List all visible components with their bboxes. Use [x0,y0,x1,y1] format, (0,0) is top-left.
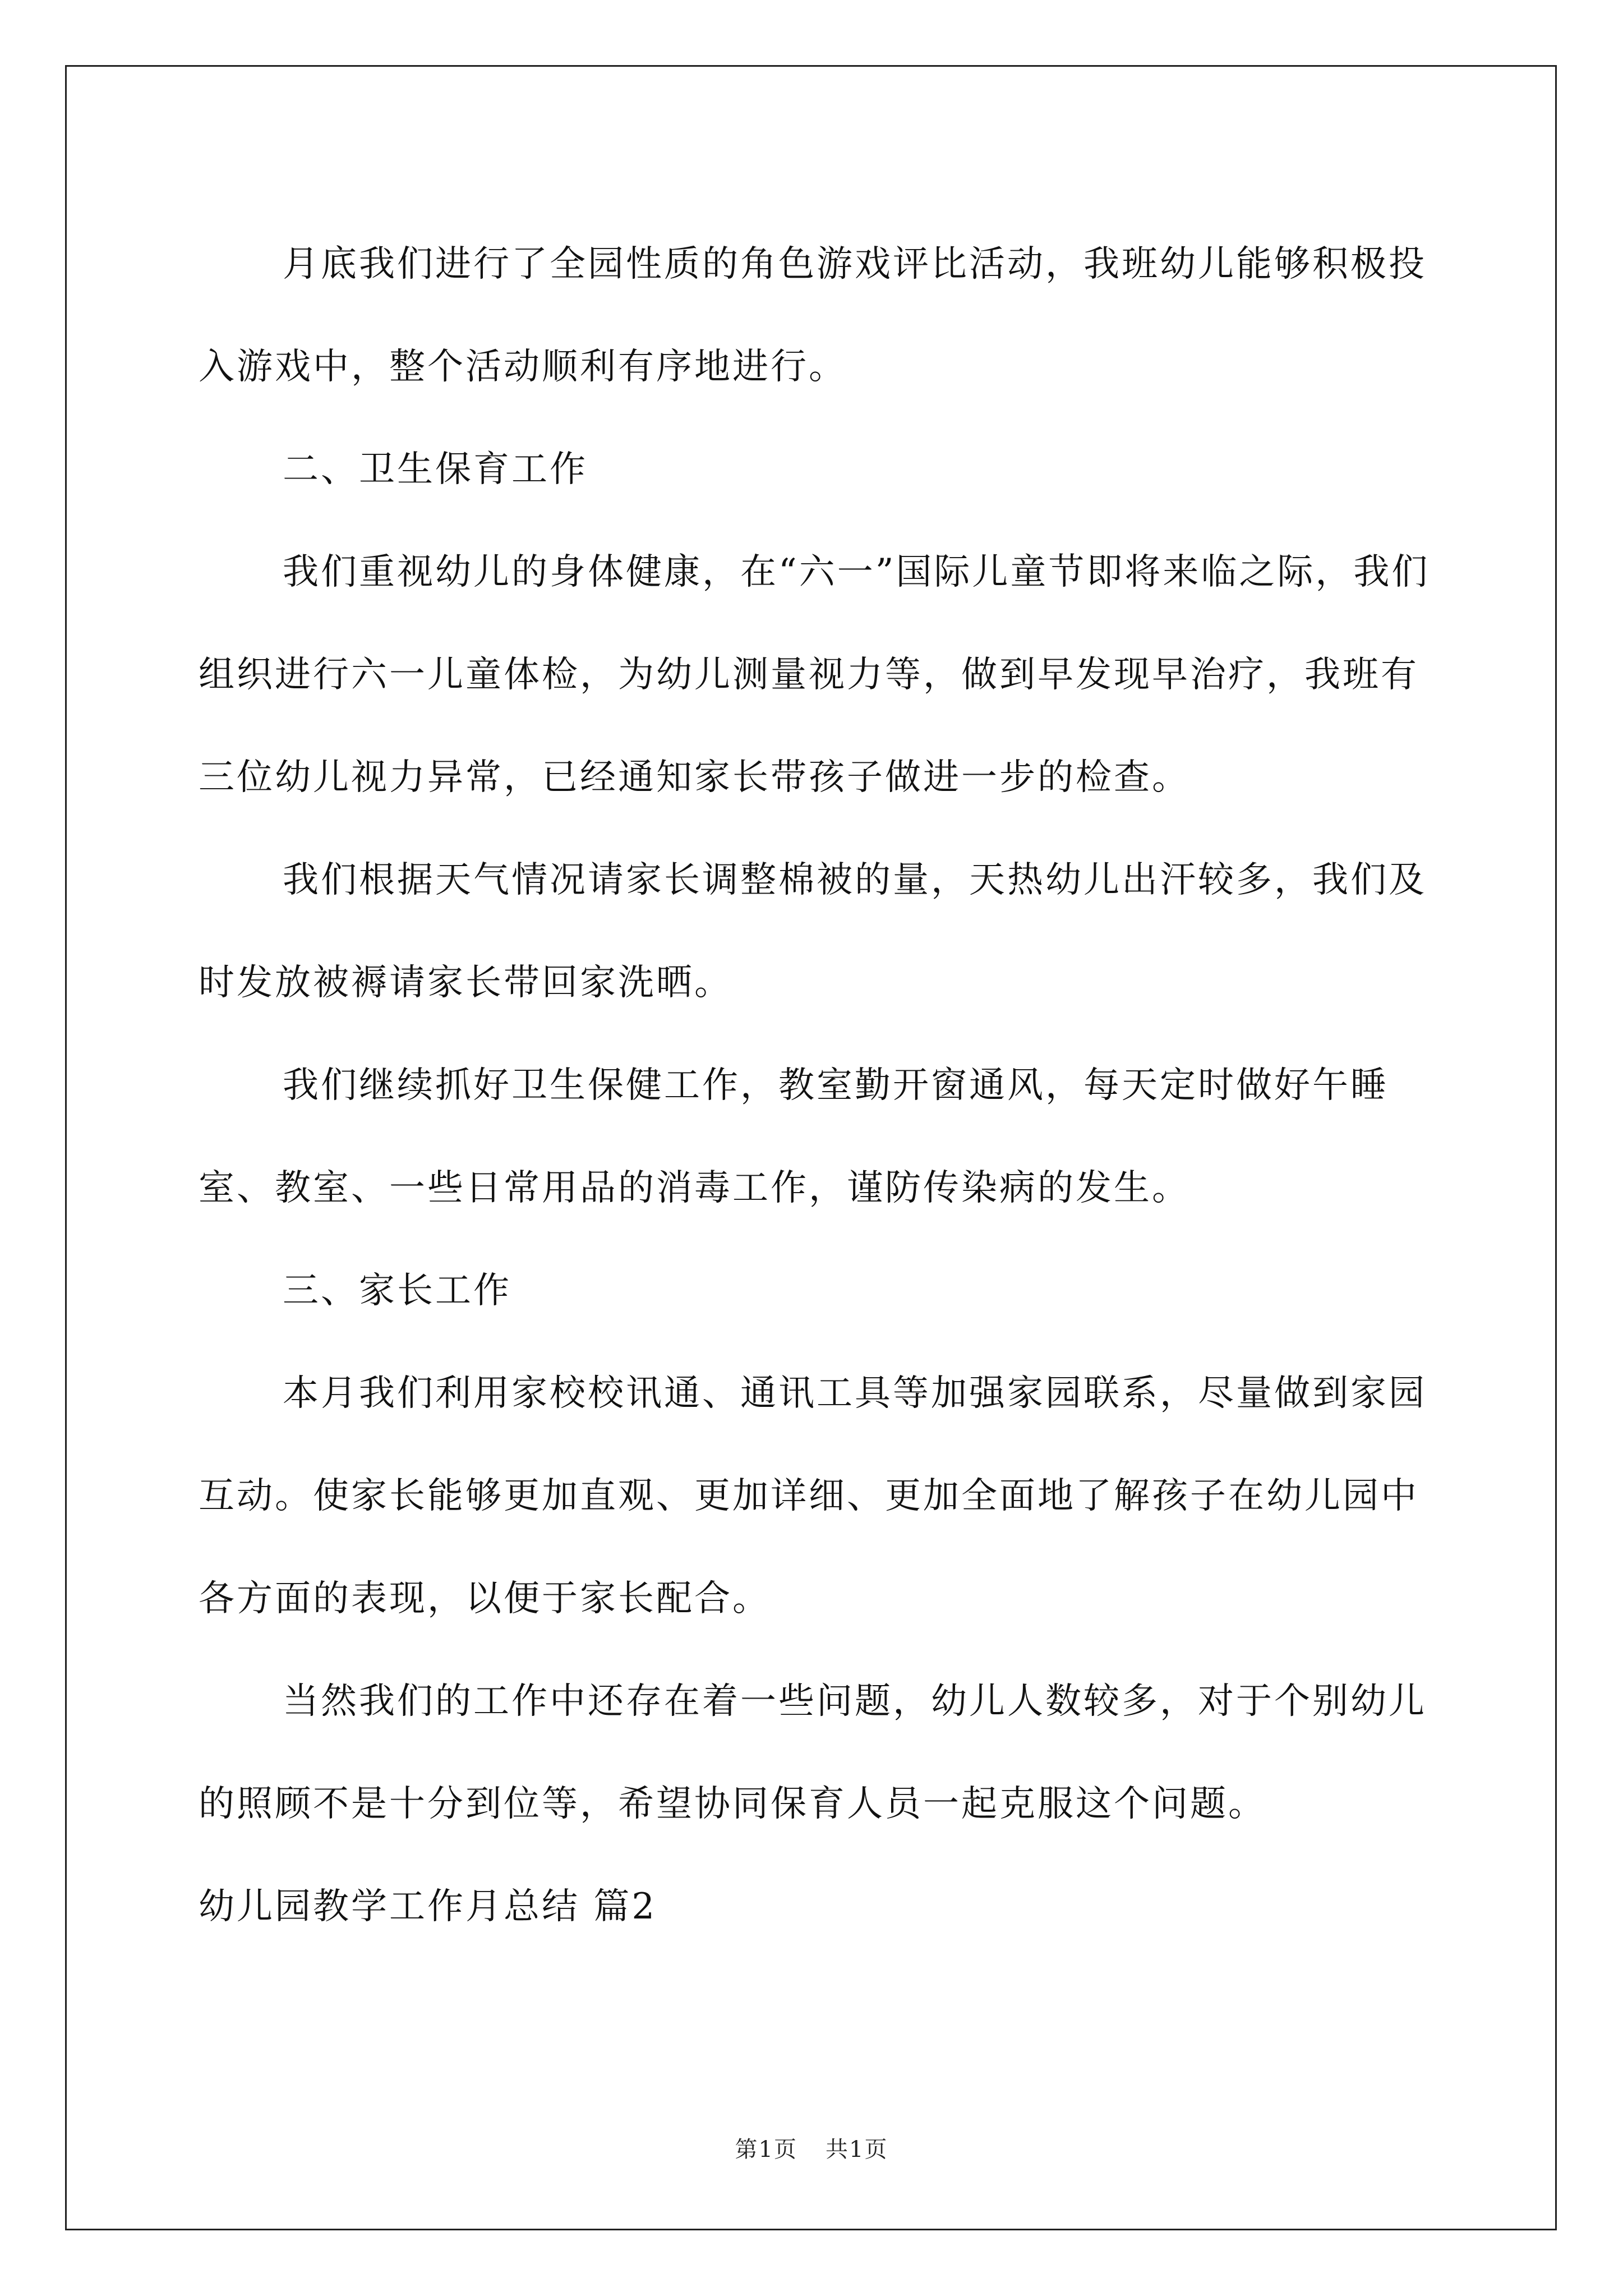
page-number: 第1页 [735,2137,797,2162]
paragraph: 本月我们利用家校校讯通、通讯工具等加强家园联系，尽量做到家园互动。使家长能够更加直观、更加详细、更加全面地了解孩子在幼儿园中各方面的表现，以便于家长配合。 [199,1373,1427,1619]
article-title: 幼儿园教学工作月总结 篇2 [199,1886,657,1927]
paragraph: 我们重视幼儿的身体健康，在“六一”国际儿童节即将来临之际，我们组织进行六一儿童体检，为幼儿测量视力等，做到早发现早治疗，我班有三位幼儿视力异常，已经通知家长带孩子做进一步的检查。 [199,551,1430,798]
section-heading: 三、家长工作 [283,1270,511,1312]
paragraph: 我们继续抓好卫生保健工作，教室勤开窗通风，每天定时做好午睡室、教室、一些日常用品的消毒工作，谨防传染病的发生。 [199,1065,1389,1209]
page-footer [0,2132,1623,2164]
page-total: 共1页 [826,2137,888,2162]
paragraph: 当然我们的工作中还存在着一些问题，幼儿人数较多，对于个别幼儿的照顾不是十分到位等，希望协同保育人员一起克服这个问题。 [199,1681,1427,1825]
paragraph: 月底我们进行了全园性质的角色游戏评比活动，我班幼儿能够积极投入游戏中，整个活动顺利有序地进行。 [199,243,1427,388]
document-body [199,213,1432,1958]
paragraph: 我们根据天气情况请家长调整棉被的量，天热幼儿出汗较多，我们及时发放被褥请家长带回家洗晒。 [199,859,1427,1004]
section-heading: 二、卫生保育工作 [283,449,588,490]
